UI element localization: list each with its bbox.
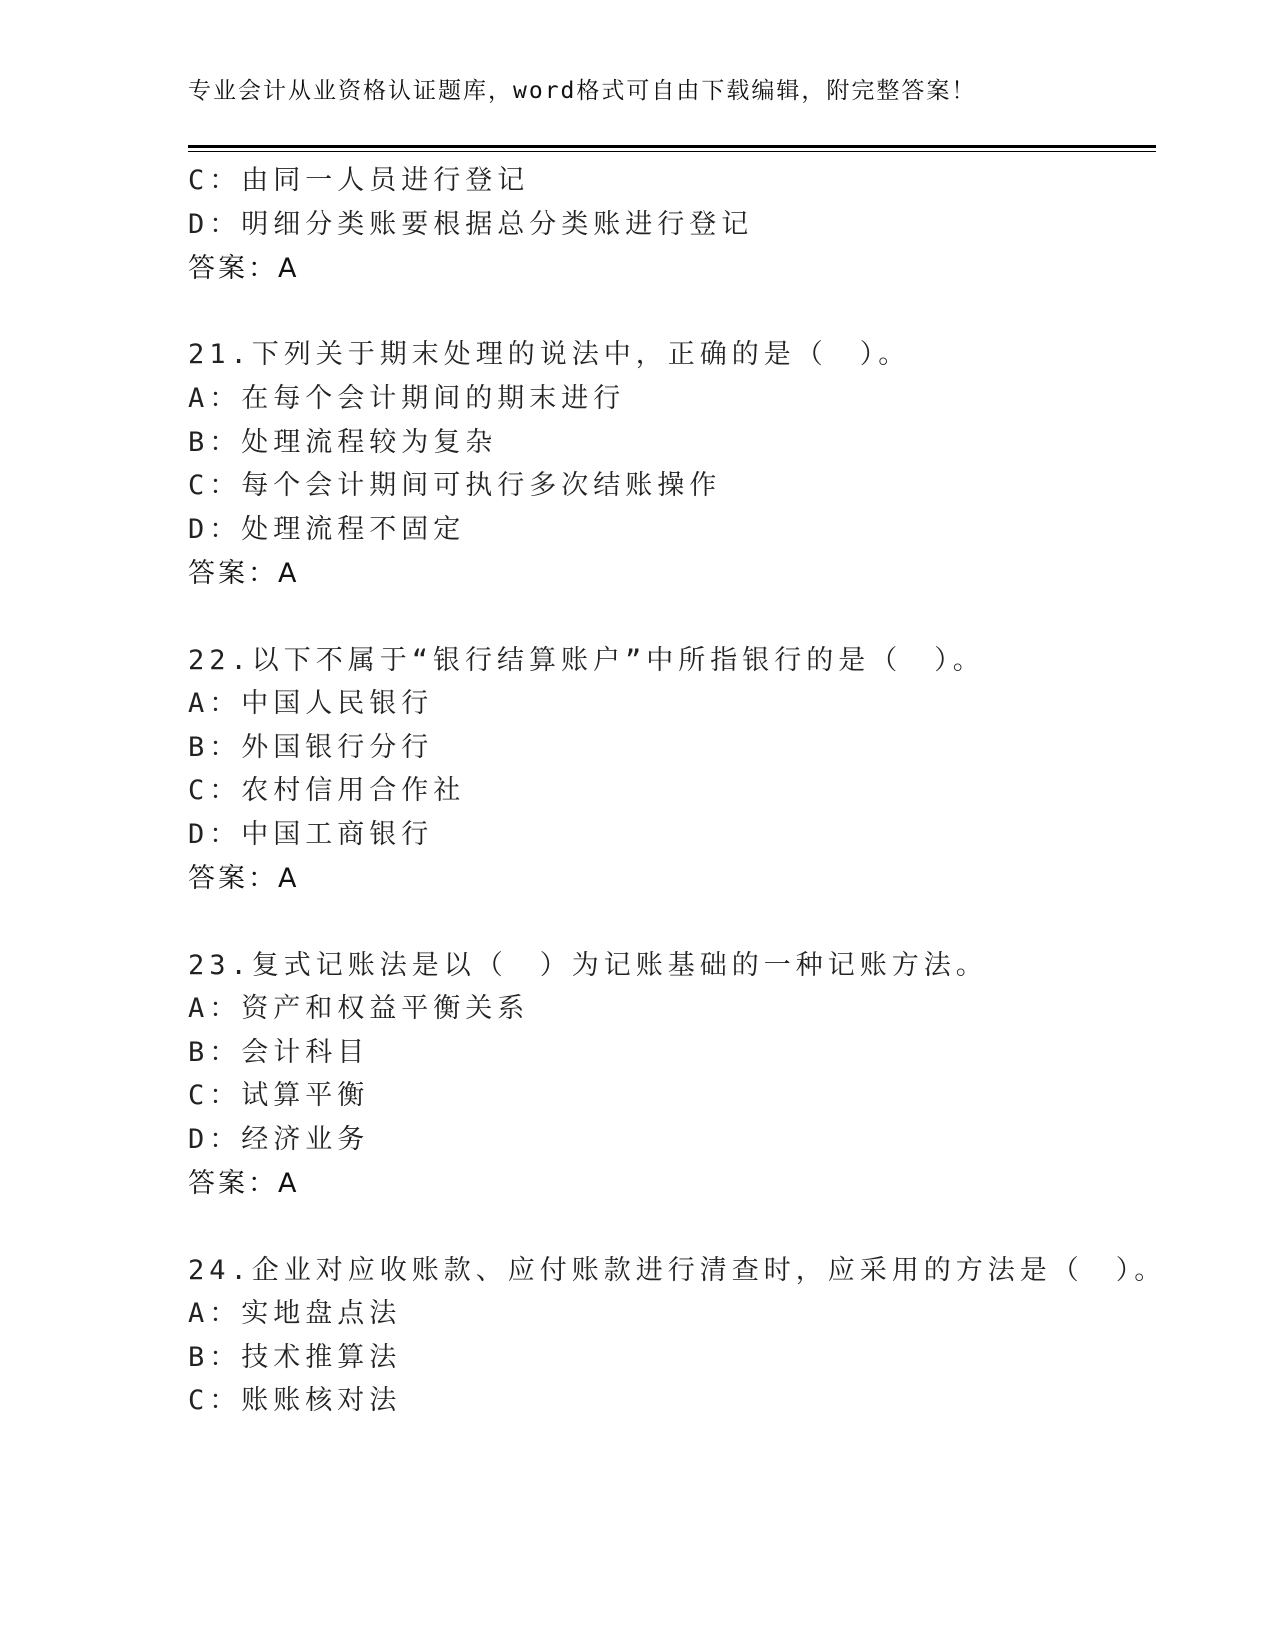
q21-question: 21.下列关于期末处理的说法中，正确的是（ ）。 — [188, 339, 911, 370]
q23-option-d: D：经济业务 — [188, 1124, 370, 1155]
prev-option-c: C：由同一人员进行登记 — [188, 165, 530, 196]
q23-option-c: C：试算平衡 — [188, 1080, 370, 1111]
q21-option-c: C：每个会计期间可执行多次结账操作 — [188, 470, 722, 501]
q24-option-b: B：技术推算法 — [188, 1342, 402, 1373]
q21-option-a: A：在每个会计期间的期末进行 — [188, 383, 626, 414]
q24-option-c: C：账账核对法 — [188, 1385, 402, 1416]
q24-question: 24.企业对应收账款、应付账款进行清查时，应采用的方法是（ ）。 — [188, 1255, 1167, 1286]
q21-answer: 答案：A — [188, 558, 300, 589]
q21-option-d: D：处理流程不固定 — [188, 514, 466, 545]
q22-answer: 答案：A — [188, 863, 300, 894]
prev-option-d: D：明细分类账要根据总分类账进行登记 — [188, 209, 754, 240]
prev-answer: 答案：A — [188, 253, 300, 284]
q21-option-b: B：处理流程较为复杂 — [188, 427, 498, 458]
q24-option-a: A：实地盘点法 — [188, 1298, 402, 1329]
q22-option-d: D：中国工商银行 — [188, 819, 434, 850]
q23-option-b: B：会计科目 — [188, 1037, 370, 1068]
q22-option-b: B：外国银行分行 — [188, 732, 434, 763]
q22-option-a: A：中国人民银行 — [188, 688, 434, 719]
q23-answer: 答案：A — [188, 1168, 300, 1199]
q23-option-a: A：资产和权益平衡关系 — [188, 993, 530, 1024]
header-rule-thin — [188, 151, 1156, 152]
q22-option-c: C：农村信用合作社 — [188, 775, 466, 806]
q23-question: 23.复式记账法是以（ ）为记账基础的一种记账方法。 — [188, 950, 988, 981]
page-header: 专业会计从业资格认证题库，word格式可自由下载编辑，附完整答案！ — [188, 78, 977, 104]
header-rule-thick — [188, 145, 1156, 148]
q22-question: 22.以下不属于“银行结算账户”中所指银行的是（ ）。 — [188, 645, 985, 676]
